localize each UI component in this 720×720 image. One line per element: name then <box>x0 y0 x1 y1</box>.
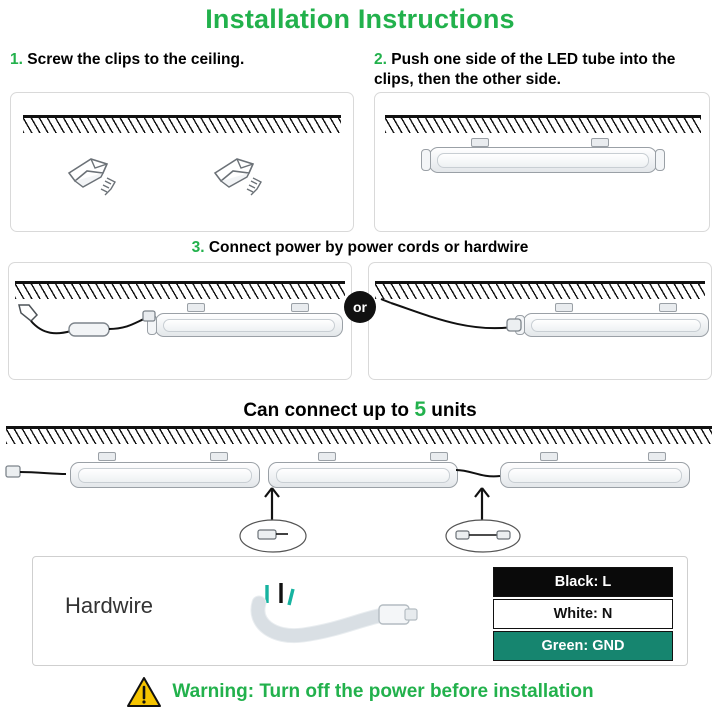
step-3-powercord-panel <box>8 262 352 380</box>
warning-bar <box>0 676 720 708</box>
hardwire-pigtail-icon <box>233 573 433 653</box>
tube-endcap <box>655 149 665 171</box>
led-tube-diffuser <box>276 468 450 483</box>
mounting-clip <box>430 452 448 461</box>
mounting-clip <box>659 303 677 312</box>
mounting-clip <box>187 303 205 312</box>
led-tube-diffuser <box>78 468 252 483</box>
led-tube <box>523 313 709 337</box>
hardwire-label: Hardwire <box>65 593 154 618</box>
ceiling-hatch <box>385 115 701 133</box>
mounting-clip <box>291 303 309 312</box>
led-tube <box>70 462 260 488</box>
step-2-caption <box>374 50 718 90</box>
step-1-panel <box>10 92 354 232</box>
step-2-panel <box>374 92 710 232</box>
mounting-clip <box>591 138 609 147</box>
power-cord-icon <box>4 456 84 496</box>
led-tube-diffuser <box>163 319 335 332</box>
wire-harness-icon <box>377 293 527 363</box>
tube-endcap <box>421 149 431 171</box>
warning-text: Warning: Turn off the power before installation <box>172 681 594 702</box>
legend-white: White: N <box>493 599 673 629</box>
mounting-clip <box>648 452 666 461</box>
led-tube <box>429 147 657 173</box>
led-tube <box>155 313 343 337</box>
led-tube-diffuser <box>508 468 682 483</box>
mounting-clip <box>318 452 336 461</box>
step-2-text: Push one side of the LED tube into the clips, then the other side. <box>374 51 676 88</box>
max-units-headline <box>0 398 720 422</box>
page-title: Installation Instructions <box>205 4 515 34</box>
step-3-caption <box>0 238 720 258</box>
max-units-suffix: units <box>431 400 477 421</box>
power-cord-icon <box>13 299 173 369</box>
step-3-hardwire-panel <box>368 262 712 380</box>
mounting-clip <box>210 452 228 461</box>
step-1-text: Screw the clips to the ceiling. <box>27 51 245 68</box>
or-badge: or <box>344 291 376 323</box>
ceiling-hatch <box>23 115 341 133</box>
wire-harness-icon <box>444 518 522 554</box>
max-units-prefix: Can connect up to <box>243 400 410 421</box>
ceiling-hatch <box>15 281 345 299</box>
mounting-clip <box>471 138 489 147</box>
clip-screw-icon <box>207 151 277 203</box>
led-tube-diffuser <box>437 153 649 168</box>
connector-icon <box>238 518 308 554</box>
mounting-clip <box>98 452 116 461</box>
max-units-count: 5 <box>414 398 427 421</box>
step-3-text: Connect power by power cords or hardwire <box>208 239 529 256</box>
step-1-caption <box>10 50 350 70</box>
led-tube <box>500 462 690 488</box>
led-tube <box>268 462 458 488</box>
legend-black: Black: L <box>493 567 673 597</box>
legend-green: Green: GND <box>493 631 673 661</box>
step-3-number: 3. <box>191 239 205 256</box>
step-1-number: 1. <box>10 51 23 68</box>
led-tube-diffuser <box>531 319 701 332</box>
warning-triangle-icon <box>126 676 162 708</box>
mounting-clip <box>540 452 558 461</box>
mounting-clip <box>555 303 573 312</box>
chained-tubes-diagram <box>0 422 720 548</box>
step-2-number: 2. <box>374 51 387 68</box>
ceiling-hatch <box>6 426 712 444</box>
hardwire-box <box>32 556 688 666</box>
clip-screw-icon <box>61 151 131 203</box>
